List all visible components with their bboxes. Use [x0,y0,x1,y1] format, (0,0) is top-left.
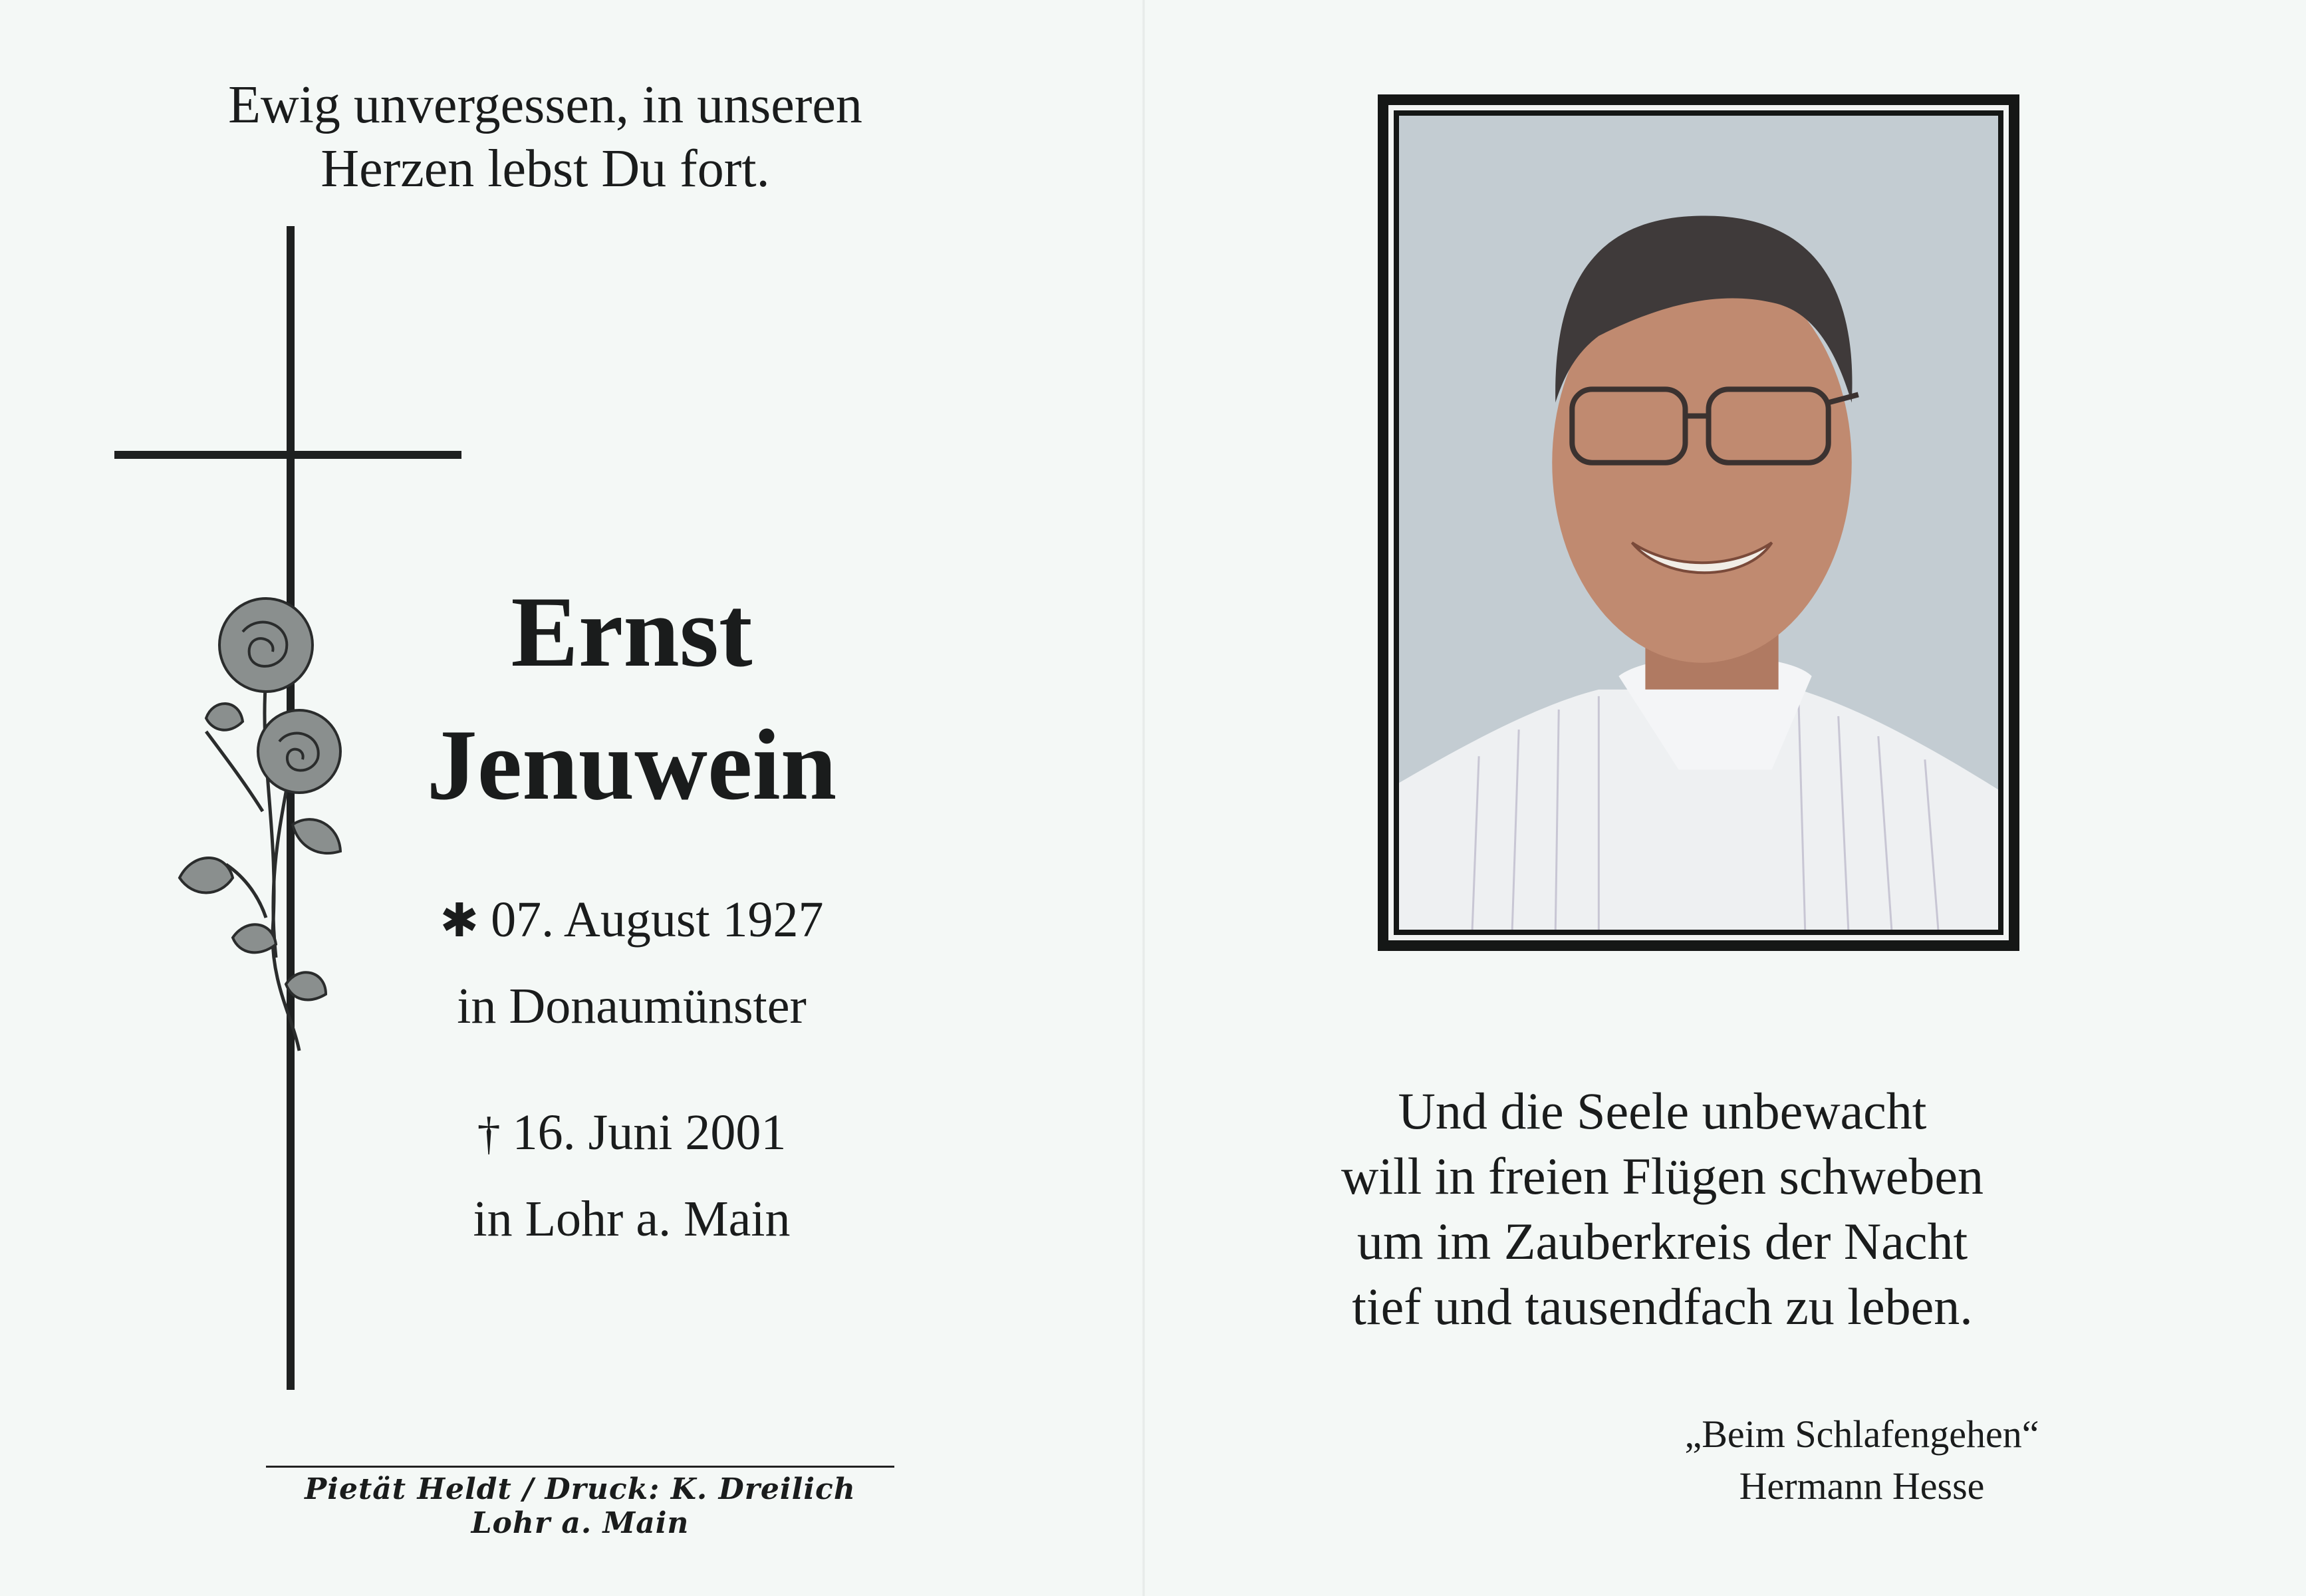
death-date-text: 16. Juni 2001 [512,1105,787,1160]
right-panel [1144,0,2306,1596]
portrait-frame [1378,94,2019,951]
death-place: in Lohr a. Main [473,1191,791,1247]
left-panel [0,0,1144,1596]
first-name: Ernst [511,576,753,688]
birth-star-icon: ✱ [440,896,479,947]
motto [173,73,918,201]
printer-divider [266,1466,894,1468]
death-cross-icon: † [477,1109,501,1160]
birth-date-text: 07. August 1927 [491,892,824,948]
roses-icon [166,585,366,1064]
poem-source [1602,1408,2121,1512]
death-date [359,1104,904,1162]
last-name: Jenuwein [426,709,837,821]
poem-line-4: tief und tausendfach zu leben. [1352,1277,1973,1335]
deceased-name [359,565,904,831]
poem [1277,1079,2048,1339]
poem-line-2: will in freien Flügen schweben [1341,1147,1984,1205]
printer-credit: Pietät Heldt / Druck: K. Dreilich Lohr a. Main [305,1472,856,1540]
motto-line-1: Ewig unvergessen, in unseren [228,76,862,134]
poem-line-1: Und die Seele unbewacht [1398,1082,1927,1140]
poem-author: Hermann Hesse [1739,1464,1985,1508]
birth-place: in Donaumünster [457,978,807,1034]
portrait-mat [1388,105,2009,940]
poem-title: „Beim Schlafengehen“ [1684,1412,2039,1456]
cross-horizontal-bar [114,451,461,459]
portrait-photo-icon [1399,116,1998,930]
birth-date [359,891,904,949]
poem-line-3: um im Zauberkreis der Nacht [1356,1212,1968,1270]
motto-line-2: Herzen lebst Du fort. [320,140,770,198]
